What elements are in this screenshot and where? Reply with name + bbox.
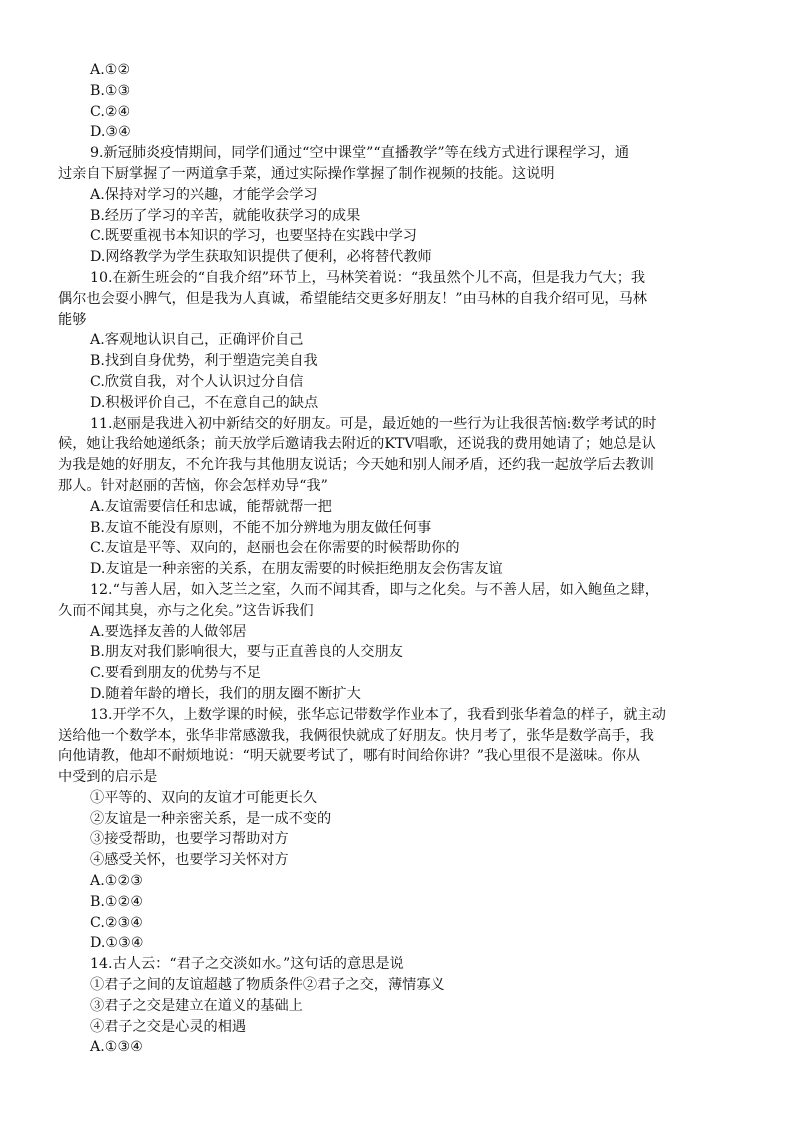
answer-option-line: C.友谊是平等、双向的，赵丽也会在你需要的时候帮助你的 bbox=[90, 540, 460, 557]
answer-option-line: D.随着年龄的增长，我们的朋友圈不断扩大 bbox=[90, 685, 361, 702]
answer-option-line: C.既要重视书本知识的学习，也要坚持在实践中学习 bbox=[90, 228, 417, 245]
answer-option-line: ④君子之交是心灵的相遇 bbox=[90, 1018, 247, 1035]
answer-option-line: D.①③④ bbox=[90, 935, 144, 952]
answer-option-line: C.欣赏自我，对个人认识过分自信 bbox=[90, 373, 304, 390]
answer-option-line: A.保持对学习的兴趣，才能学会学习 bbox=[90, 186, 318, 203]
answer-option-line: B.①③ bbox=[90, 82, 131, 99]
question-stem-line: 9.新冠肺炎疫情期间，同学们通过“空中课堂”“直播教学”等在线方式进行课程学习，通 bbox=[90, 145, 630, 162]
question-stem-line: 12.“与善人居，如入芝兰之室，久而不闻其香，即与之化矣。与不善人居，如入鲍鱼之肆， bbox=[90, 581, 659, 598]
answer-option-line: B.找到自身优势，利于塑造完美自我 bbox=[90, 353, 318, 370]
answer-option-line: A.①② bbox=[90, 62, 131, 78]
question-stem-line: 13.开学不久，上数学课的时候，张华忘记带数学作业本了，我看到张华着急的样子，就主动 bbox=[90, 706, 666, 723]
answer-option-line: A.①③④ bbox=[90, 1039, 143, 1056]
question-stem-line: 14.古人云：“君子之交淡如水。”这句话的意思是说 bbox=[90, 956, 404, 973]
question-text-line: 偶尔也会耍小脾气，但是我为人真诚，希望能结交更多好朋友！”由马林的自我介绍可见，马林 bbox=[58, 290, 647, 307]
answer-option-line: B.经历了学习的辛苦，就能收获学习的成果 bbox=[90, 207, 361, 224]
answer-option-line: D.积极评价自己，不在意自己的缺点 bbox=[90, 394, 319, 411]
answer-option-line: B.友谊不能没有原则，不能不加分辨地为朋友做任何事 bbox=[90, 519, 432, 536]
question-text-line: 中受到的启示是 bbox=[58, 769, 158, 786]
answer-option-line: A.要选择友善的人做邻居 bbox=[90, 623, 247, 640]
answer-option-line: B.朋友对我们影响很大，要与正直善良的人交朋友 bbox=[90, 644, 403, 661]
answer-option-line: A.①②③ bbox=[90, 873, 143, 890]
answer-option-line: ③君子之交是建立在道义的基础上 bbox=[90, 997, 303, 1014]
question-text-line: 送给他一个数学本，张华非常感激我，我俩很快就成了好朋友。快月考了，张华是数学高手，我 bbox=[58, 727, 654, 744]
answer-option-line: C.②④ bbox=[90, 103, 131, 120]
answer-option-line: A.友谊需要信任和忠诚，能帮就帮一把 bbox=[90, 498, 332, 515]
answer-option-line: ③接受帮助，也要学习帮助对方 bbox=[90, 831, 289, 848]
answer-option-line: C.②③④ bbox=[90, 914, 144, 931]
question-text-line: 候，她让我给她递纸条；前天放学后邀请我去附近的KTV唱歌，还说我的费用她请了；她总是认 bbox=[58, 436, 656, 453]
answer-option-line: D.网络教学为学生获取知识提供了便利，必将替代教师 bbox=[90, 249, 432, 266]
question-text-line: 能够 bbox=[58, 311, 87, 328]
answer-option-line: ①君子之间的友谊超越了物质条件②君子之交，薄情寡义 bbox=[90, 977, 445, 994]
question-text-line: 为我是她的好朋友，不允许我与其他朋友说话；今天她和别人闹矛盾，还约我一起放学后去教训 bbox=[58, 457, 654, 474]
answer-option-line: D.③④ bbox=[90, 124, 131, 141]
answer-option-line: A.客观地认识自己，正确评价自己 bbox=[90, 332, 304, 349]
answer-option-line: ②友谊是一种亲密关系，是一成不变的 bbox=[90, 810, 332, 827]
answer-option-line: C.要看到朋友的优势与不足 bbox=[90, 665, 261, 682]
question-text-line: 过亲自下厨掌握了一两道拿手菜，通过实际操作掌握了制作视频的技能。这说明 bbox=[58, 165, 555, 182]
question-text-line: 向他请教，他却不耐烦地说：“明天就要考试了，哪有时间给你讲？”我心里很不是滋味。你从 bbox=[58, 748, 641, 765]
question-text-line: 那人。针对赵丽的苦恼，你会怎样劝导“我” bbox=[58, 477, 328, 494]
question-stem-line: 10.在新生班会的“自我介绍”环节上，马林笑着说：“我虽然个儿不高，但是我力气大；我 bbox=[90, 269, 646, 286]
question-list bbox=[58, 60, 744, 1058]
question-text-line: 久而不闻其臭，亦与之化矣。”这告诉我们 bbox=[58, 602, 314, 619]
answer-option-line: D.友谊是一种亲密的关系，在朋友需要的时候拒绝朋友会伤害友谊 bbox=[90, 561, 503, 578]
answer-option-line: B.①②④ bbox=[90, 893, 144, 910]
answer-option-line: ④感受关怀，也要学习关怀对方 bbox=[90, 852, 289, 869]
question-stem-line: 11.赵丽是我进入初中新结交的好朋友。可是，最近她的一些行为让我很苦恼:数学考试的时 bbox=[90, 415, 657, 432]
answer-option-line: ①平等的、双向的友谊才可能更长久 bbox=[90, 789, 318, 806]
